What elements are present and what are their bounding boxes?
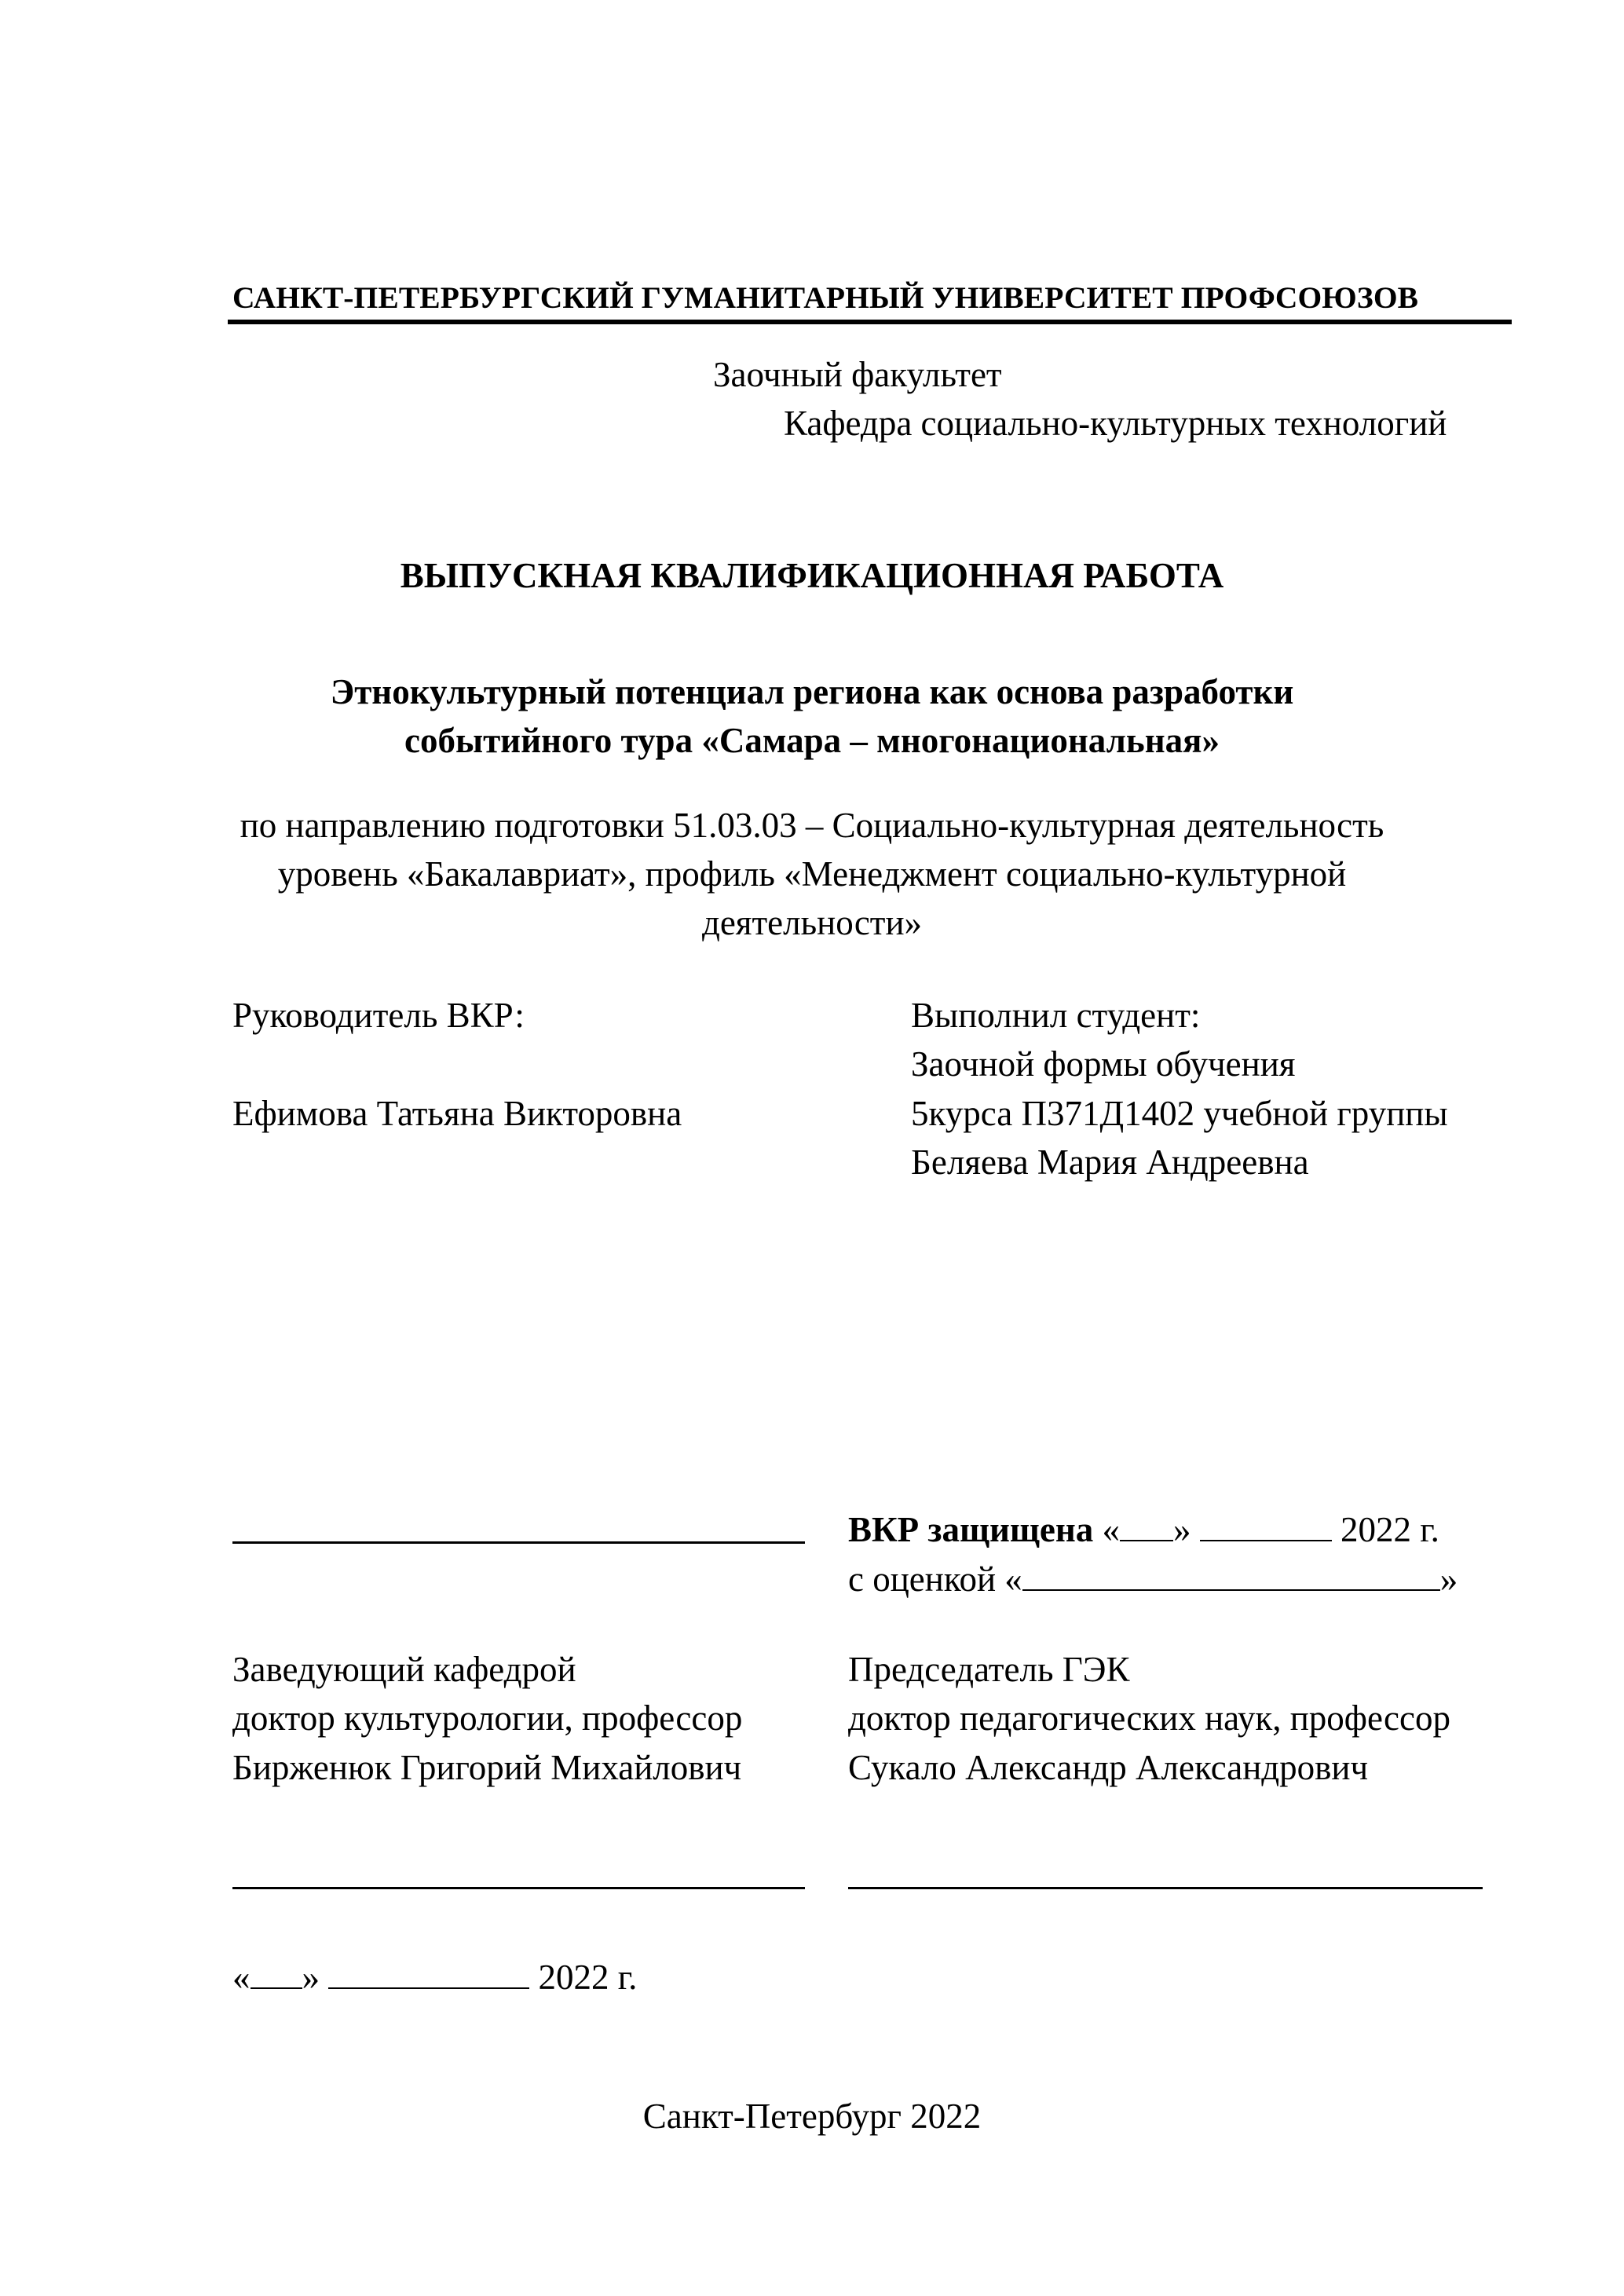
student-name: Беляева Мария Андреевна — [911, 1143, 1309, 1182]
signature-line-left-top[interactable] — [232, 1541, 805, 1544]
university-name: САНКТ-ПЕТЕРБУРГСКИЙ ГУМАНИТАРНЫЙ УНИВЕРСИТЕТ ПРОФСОЮЗОВ — [232, 280, 1419, 315]
defense-close-quote: » — [1173, 1510, 1191, 1549]
defense-month-blank[interactable] — [1200, 1539, 1332, 1541]
gek-chair-degree: доктор педагогических наук, профессор — [848, 1698, 1450, 1738]
department: Кафедра социально-культурных технологий — [784, 404, 1447, 443]
document-type: ВЫПУСКНАЯ КВАЛИФИКАЦИОННАЯ РАБОТА — [400, 556, 1224, 595]
gek-chair-name: Сукало Александр Александрович — [848, 1748, 1369, 1787]
direction-line-1: по направлению подготовки 51.03.03 – Социально-культурная деятельность — [240, 806, 1384, 845]
head-of-department-degree: доктор культурологии, профессор — [232, 1698, 743, 1738]
direction-line-2: уровень «Бакалавриат», профиль «Менеджмент социально-культурной — [277, 854, 1347, 894]
thesis-topic-line-2: событийного тура «Самара – многонациональная» — [404, 721, 1220, 760]
date-month-blank[interactable] — [328, 1987, 529, 1989]
defense-label: ВКР защищена — [848, 1510, 1094, 1549]
gek-chair-role: Председатель ГЭК — [848, 1650, 1130, 1689]
signature-line-head-of-department[interactable] — [232, 1887, 805, 1889]
student-group: 5курса П371Д1402 учебной группы — [911, 1094, 1448, 1133]
date-line — [232, 1960, 637, 1995]
grade-line — [848, 1559, 1458, 1599]
defense-year: 2022 г. — [1341, 1510, 1439, 1549]
faculty: Заочный факультет — [713, 355, 1002, 394]
thesis-topic-line-1: Этнокультурный потенциал региона как основа разработки — [330, 672, 1294, 711]
direction-line-3: деятельности» — [701, 903, 923, 942]
defense-line — [848, 1512, 1439, 1548]
grade-label: с оценкой « — [848, 1559, 1022, 1599]
student-study-form: Заочной формы обучения — [911, 1044, 1296, 1084]
defense-day-blank[interactable] — [1120, 1539, 1173, 1541]
header-rule — [228, 320, 1512, 324]
defense-open-quote: « — [1102, 1510, 1121, 1549]
supervisor-label: Руководитель ВКР: — [232, 996, 525, 1035]
city-year: Санкт-Петербург 2022 — [642, 2097, 982, 2136]
date-day-blank[interactable] — [251, 1987, 302, 1989]
grade-blank[interactable] — [1022, 1589, 1440, 1591]
head-of-department-role: Заведующий кафедрой — [232, 1650, 576, 1689]
supervisor-name: Ефимова Татьяна Викторовна — [232, 1094, 682, 1133]
date-close-quote: » — [302, 1958, 320, 1997]
head-of-department-name: Бирженюк Григорий Михайлович — [232, 1748, 742, 1787]
signature-line-gek-chair[interactable] — [848, 1887, 1483, 1889]
date-open-quote: « — [232, 1958, 251, 1997]
student-label: Выполнил студент: — [911, 996, 1201, 1035]
date-year: 2022 г. — [538, 1958, 638, 1997]
grade-close-quote: » — [1439, 1559, 1458, 1599]
